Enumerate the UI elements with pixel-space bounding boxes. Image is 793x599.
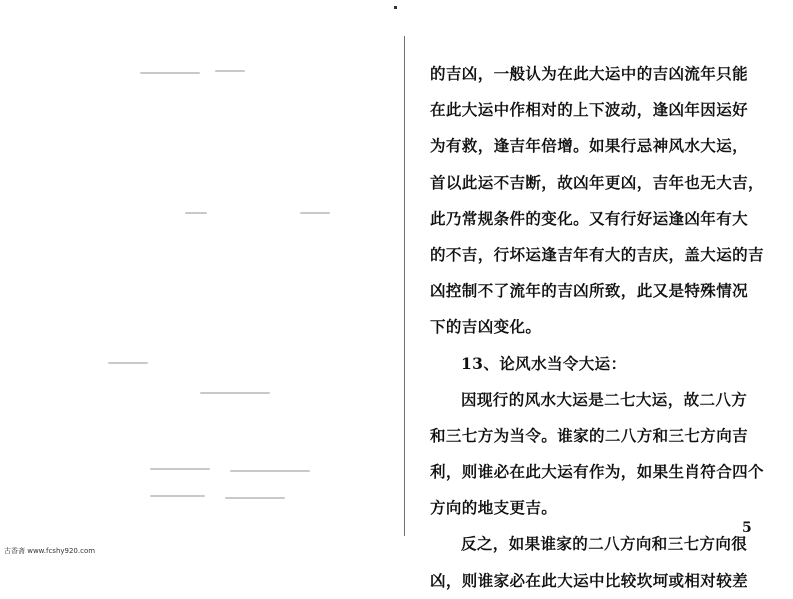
- book-spine: [404, 36, 405, 536]
- bleed-through-mark: [230, 470, 310, 472]
- bleed-through-mark: [185, 212, 207, 214]
- text-line: 凶控制不了流年的吉凶所致，此又是特殊情况: [430, 281, 749, 301]
- bleed-through-mark: [140, 72, 200, 74]
- text-line: 反之，如果谁家的二八方向和三七方向很: [461, 534, 748, 554]
- bleed-through-mark: [150, 468, 210, 470]
- body-text: [430, 56, 764, 599]
- bleed-through-mark: [300, 212, 330, 214]
- text-line: 首以此运不吉断，故凶年更凶，吉年也无大吉，: [430, 172, 764, 192]
- left-blank-page: [0, 0, 405, 560]
- text-line: 方向的地支更吉。: [430, 498, 558, 518]
- text-line: 在此大运中作相对的上下波动，逢凶年因运好: [430, 100, 749, 120]
- watermark: 古香斋 www.fcshy920.com: [4, 547, 96, 555]
- section-heading: 13、论风水当令大运：: [461, 353, 627, 373]
- bleed-through-mark: [215, 70, 245, 72]
- text-line: 利，则谁必在此大运有作为，如果生肖符合四个: [430, 462, 764, 482]
- text-line: 的吉凶，一般认为在此大运中的吉凶流年只能: [430, 64, 749, 83]
- bleed-through-mark: [108, 362, 148, 364]
- bleed-through-mark: [225, 497, 285, 499]
- text-line: 和三七方为当令。谁家的二八方和三七方向吉: [430, 425, 749, 445]
- bleed-through-mark: [200, 392, 270, 394]
- text-line: 的不吉，行坏运逢吉年有大的吉庆，盖大运的吉: [430, 244, 764, 264]
- text-line: 下的吉凶变化。: [430, 317, 542, 337]
- scan-dot: [394, 6, 397, 9]
- page-number: 5: [742, 520, 752, 536]
- text-line: 凶，则谁家必在此大运中比较坎坷或相对较差: [430, 570, 749, 590]
- text-line: 因现行的风水大运是二七大运，故二八方: [461, 389, 748, 409]
- text-line: 此乃常规条件的变化。又有行好运逢凶年有大: [430, 208, 749, 228]
- text-line: 为有救，逢吉年倍增。如果行忌神风水大运，: [430, 136, 749, 156]
- bleed-through-mark: [150, 495, 205, 497]
